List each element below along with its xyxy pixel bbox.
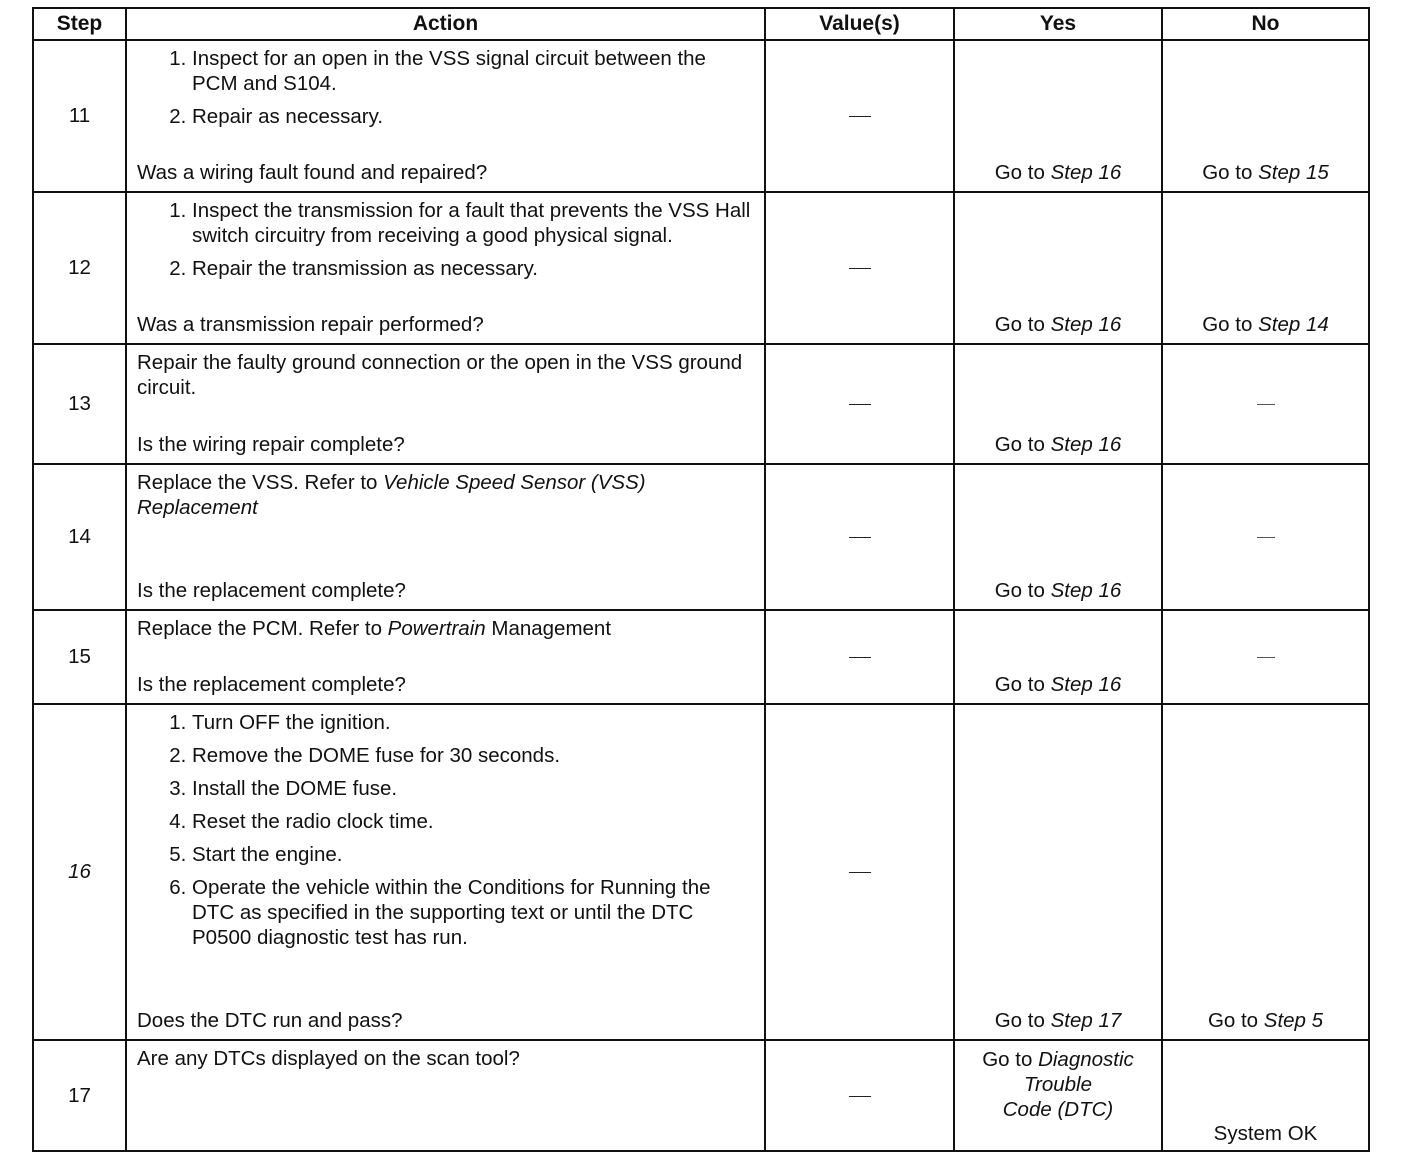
- no-cell: [1162, 1040, 1369, 1151]
- action-item: 2. Remove the DOME fuse for 30 seconds.: [192, 743, 756, 768]
- dash-mark: [849, 404, 871, 405]
- action-item: 1. Inspect the transmission for a fault that prevents the VSS Hall switch circuitry from receiving a good physical signal.: [192, 198, 756, 248]
- step-number: 14: [33, 464, 126, 610]
- table-row: [33, 40, 1369, 192]
- value-cell: [765, 192, 954, 344]
- yes-step-ref: Step 16: [1050, 433, 1122, 456]
- action-cell: [126, 1040, 765, 1151]
- action-item: 3. Install the DOME fuse.: [192, 776, 756, 801]
- yes-step-ref: Step 16: [1050, 161, 1122, 184]
- yes-cell: Go to Step 16: [954, 40, 1162, 192]
- dash-mark: [1257, 657, 1275, 658]
- yes-dtc-ref: Diagnostic: [1038, 1048, 1134, 1071]
- no-cell: Go to Step 15: [1162, 40, 1369, 192]
- yes-cell: Go to Step 16: [954, 610, 1162, 704]
- action-question: Was a transmission repair performed?: [137, 313, 484, 336]
- dash-mark: [849, 872, 871, 873]
- action-question: Is the replacement complete?: [137, 579, 406, 602]
- action-question: Is the replacement complete?: [137, 673, 406, 696]
- action-question: Is the wiring repair complete?: [137, 433, 405, 456]
- dash-mark: [1257, 537, 1275, 538]
- value-cell: [765, 610, 954, 704]
- yes-step-ref: Step 16: [1050, 673, 1122, 696]
- action-cell: [126, 610, 765, 704]
- value-cell: [765, 464, 954, 610]
- header-action: Action: [126, 8, 765, 40]
- action-cell: [126, 704, 765, 1040]
- dash-mark: [1257, 404, 1275, 405]
- diagnostic-table: [32, 7, 1370, 1152]
- reference-link: Powertrain: [387, 617, 486, 640]
- table-row: [33, 610, 1369, 704]
- no-cell: [1162, 464, 1369, 610]
- table-row: [33, 344, 1369, 464]
- value-cell: [765, 704, 954, 1040]
- step-number: 15: [33, 610, 126, 704]
- system-ok-text: System OK: [1213, 1122, 1318, 1145]
- dash-mark: [849, 116, 871, 117]
- step-number: 11: [33, 40, 126, 192]
- action-item: 1. Inspect for an open in the VSS signal circuit between the PCM and S104.: [192, 46, 756, 96]
- table-row: [33, 192, 1369, 344]
- header-yes: Yes: [954, 8, 1162, 40]
- action-item: 1. Turn OFF the ignition.: [192, 710, 756, 735]
- step-number: 16: [33, 704, 126, 1040]
- action-question: Does the DTC run and pass?: [137, 1009, 403, 1032]
- yes-cell: Go to Step 16: [954, 192, 1162, 344]
- action-question: Are any DTCs displayed on the scan tool?: [137, 1047, 520, 1070]
- action-item: 6. Operate the vehicle within the Conditions for Running the DTC as specified in the supporting text or until the DTC P0500 diagnostic test has run.: [192, 875, 756, 950]
- action-item: 5. Start the engine.: [192, 842, 756, 867]
- action-cell: [126, 40, 765, 192]
- table-row: [33, 704, 1369, 1040]
- dash-mark: [849, 657, 871, 658]
- action-cell: [126, 192, 765, 344]
- yes-step-ref: Step 16: [1050, 579, 1122, 602]
- yes-cell: Go to Step 16: [954, 344, 1162, 464]
- no-cell: Go to Step 5: [1162, 704, 1369, 1040]
- no-step-ref: Step 5: [1263, 1009, 1324, 1032]
- action-question: Was a wiring fault found and repaired?: [137, 161, 488, 184]
- table-row: [33, 1040, 1369, 1151]
- yes-cell: Go to Step 16: [954, 464, 1162, 610]
- header-values: Value(s): [765, 8, 954, 40]
- header-no: No: [1162, 8, 1369, 40]
- action-cell: [126, 344, 765, 464]
- step-number: 17: [33, 1040, 126, 1151]
- table-row: [33, 464, 1369, 610]
- action-cell: [126, 464, 765, 610]
- yes-cell: Go to Diagnostic Trouble Code (DTC): [954, 1040, 1162, 1151]
- action-text: Replace the PCM. Refer to Powertrain Management: [137, 617, 612, 640]
- no-cell: [1162, 610, 1369, 704]
- action-item: 2. Repair the transmission as necessary.: [192, 256, 756, 281]
- value-cell: [765, 344, 954, 464]
- dash-mark: [849, 268, 871, 269]
- dash-mark: [849, 1096, 871, 1097]
- no-cell: [1162, 344, 1369, 464]
- reference-link: Vehicle Speed Sensor (VSS) Replacement: [137, 471, 646, 519]
- action-text: Replace the VSS. Refer to Vehicle Speed Sensor (VSS) Replacement: [137, 471, 646, 519]
- action-item: 2. Repair as necessary.: [192, 104, 756, 129]
- yes-step-ref: Step 16: [1050, 313, 1122, 336]
- step-number: 13: [33, 344, 126, 464]
- step-number: 12: [33, 192, 126, 344]
- yes-cell: Go to Step 17: [954, 704, 1162, 1040]
- dash-mark: [849, 537, 871, 538]
- value-cell: [765, 1040, 954, 1151]
- no-step-ref: Step 14: [1258, 313, 1329, 336]
- header-step: Step: [33, 8, 126, 40]
- header-row: [33, 8, 1369, 40]
- yes-step-ref: Step 17: [1050, 1009, 1122, 1032]
- no-step-ref: Step 15: [1258, 161, 1329, 184]
- action-text: Repair the faulty ground connection or the open in the VSS ground circuit.: [137, 351, 743, 399]
- value-cell: [765, 40, 954, 192]
- action-item: 4. Reset the radio clock time.: [192, 809, 756, 834]
- no-cell: Go to Step 14: [1162, 192, 1369, 344]
